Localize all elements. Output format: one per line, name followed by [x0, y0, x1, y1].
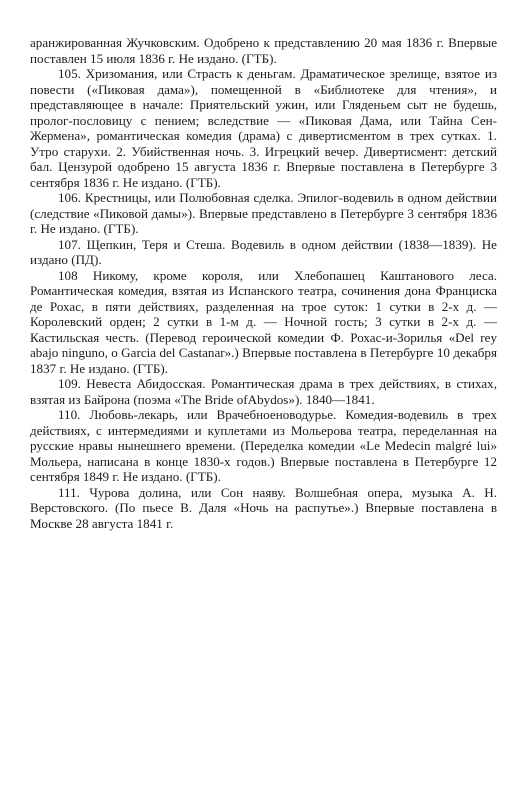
entry-109: 109. Невеста Абидосская. Романтическая драма в трех действиях, в стихах, взятая из Байрона (поэма «The Bride ofAbydos»). 1840—1841.: [30, 376, 497, 407]
entry-104-continuation: аранжированная Жучковским. Одобрено к представлению 20 мая 1836 г. Впервые поставлен 15 июля 1836 г. Не издано. (ГТБ).: [30, 35, 497, 66]
entry-111: 111. Чурова долина, или Сон наяву. Волшебная опера, музыка А. Н. Верстовского. (По пьесе В. Даля «Ночь на распутье».) Впервые поставлена в Москве 28 августа 1841 г.: [30, 484, 497, 531]
entry-108: 108 Никому, кроме короля, или Хлебопашец Каштанового леса. Романтическая комедия, взятая из Испанского театра, сочинения дона Франциска де Рохас, в пяти действиях, разделенная на трое суток: 1 сутки в 2-х д. — Королевский орден; 2 сутки в 1-м д. — Ночной гость; 3 сутки в 2-х д. — Кастильская честь. (Перевод героической комедии Ф. Рохас-и-Зорилья «Del rey abajo ninguno, o Garcia del Castanar».) Впервые поставлена в Петербурге 10 декабря 1837 г. Не издано. (ГТБ).: [30, 267, 497, 376]
entry-110: 110. Любовь-лекарь, или Врачебноеноводурье. Комедия-водевиль в трех действиях, с интермедиями и куплетами из Мольерова театра, переделанная на русские нравы нынешнего времени. (Переделка комедии «Le Medecin malgré lui» Мольера, написана в конце 1830-х годов.) Впервые поставлена в Петербурге 12 сентября 1849 г. Не издано. (ГТБ).: [30, 407, 497, 484]
entry-107: 107. Щепкин, Теря и Стеша. Водевиль в одном действии (1838—1839). Не издано (ПД).: [30, 236, 497, 267]
document-page: [30, 35, 497, 531]
entry-106: 106. Крестницы, или Полюбовная сделка. Эпилог-водевиль в одном действии (следствие «Пиковой дамы»). Впервые представлено в Петербурге 3 сентября 1836 г. Не издано. (ГТБ).: [30, 190, 497, 236]
entry-105: 105. Хризомания, или Страсть к деньгам. Драматическое зрелище, взятое из повести («Пиковая дама»), помещенной в «Библиотеке для чтения», и представляющее в начале: Приятельский ужин, или Гляденьем сыт не будешь, пролог-пословицу с пением; вследствие — «Пиковая Дама, или Тайна Сен-Жермена», романтическая комедия (драма) с дивертисментом в трех сутках. 1. Утро старухи. 2. Убийственная ночь. 3. Игрецкий вечер. Дивертисмент: детский бал. Цензурой одобрено 15 августа 1836 г. Впервые поставлена в Петербурге 3 сентября 1836 г. Не издано. (ГТБ).: [30, 66, 497, 190]
